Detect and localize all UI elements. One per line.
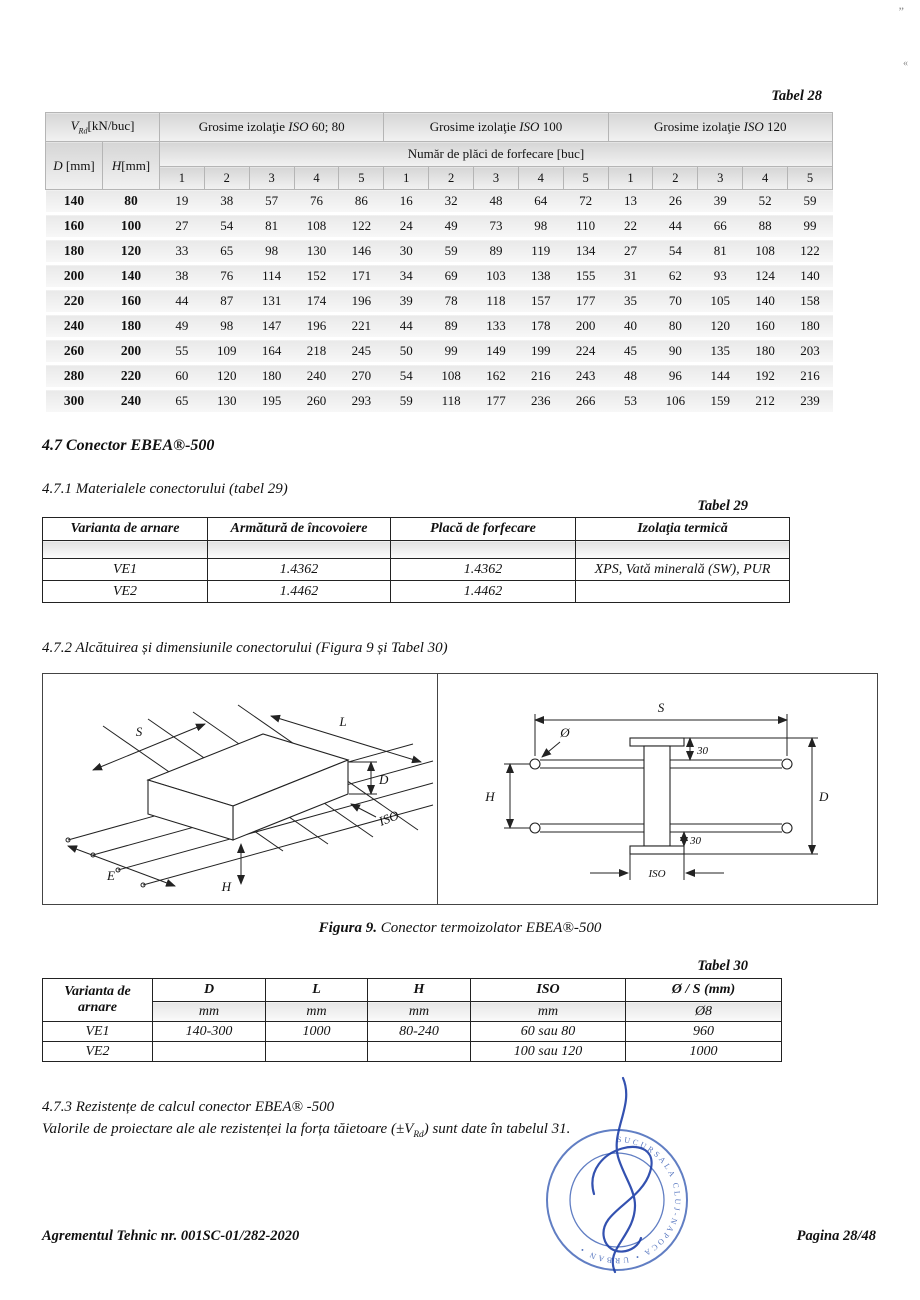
resistance-value-cell: 54 [384, 364, 429, 389]
resistance-value-cell: 52 [743, 190, 788, 214]
dim-label-diameter: Ø [560, 725, 570, 740]
stamp-signature-area [522, 1072, 712, 1290]
resistance-value-cell: 152 [294, 264, 339, 289]
resistance-value-cell: 89 [429, 314, 474, 339]
data-cell: VE2 [43, 581, 208, 603]
resistance-value-cell: 221 [339, 314, 384, 339]
data-cell: XPS, Vată minerală (SW), PUR [576, 559, 790, 581]
data-cell: 1000 [626, 1042, 782, 1062]
resistance-value-cell: 245 [339, 339, 384, 364]
data-cell: 1.4362 [391, 559, 576, 581]
resistance-value-cell: 76 [294, 190, 339, 214]
table-row [46, 190, 833, 214]
resistance-value-cell: 24 [384, 214, 429, 239]
resistance-value-cell: 155 [563, 264, 608, 289]
figure-9-caption [0, 920, 920, 937]
resistance-value-cell: 140 [743, 289, 788, 314]
dim-label-iso: ISO [376, 807, 401, 829]
resistance-value-cell: 146 [339, 239, 384, 264]
data-cell: VE1 [43, 1022, 153, 1042]
figure-9-caption-text: Conector termoizolator EBEA®-500 [377, 920, 602, 936]
table-row [46, 314, 833, 339]
resistance-value-cell: 106 [653, 389, 698, 414]
scan-artifact: ” [898, 4, 904, 18]
column-header: H [368, 979, 471, 1002]
shear-plate [630, 738, 684, 854]
plate-count-header: 1 [384, 167, 429, 190]
data-cell: 960 [626, 1022, 782, 1042]
resistance-value-cell: 240 [294, 364, 339, 389]
resistance-value-cell: 224 [563, 339, 608, 364]
h-value-cell: 220 [103, 364, 160, 389]
resistance-value-cell: 243 [563, 364, 608, 389]
resistance-value-cell: 76 [204, 264, 249, 289]
column-header: ISO [471, 979, 626, 1002]
h-value-cell: 180 [103, 314, 160, 339]
data-cell: 80-240 [368, 1022, 471, 1042]
paragraph-post: ) sunt date în tabelul 31. [423, 1121, 571, 1137]
plate-count-header: 1 [160, 167, 205, 190]
table-row [46, 264, 833, 289]
data-cell: 1.4362 [208, 559, 391, 581]
section-4-7-3-heading: 4.7.3 Rezistențe de calcul conector EBEA® -500 [42, 1099, 335, 1115]
table29-head [43, 518, 790, 541]
header-row-numbers [46, 167, 833, 190]
scan-artifact: « [903, 58, 908, 69]
resistance-value-cell: 164 [249, 339, 294, 364]
data-cell [368, 1042, 471, 1062]
resistance-value-cell: 90 [653, 339, 698, 364]
d-column-header: D [mm] [46, 142, 103, 190]
resistance-value-cell: 177 [474, 389, 519, 414]
signature [592, 1078, 651, 1272]
resistance-value-cell: 108 [294, 214, 339, 239]
resistance-value-cell: 120 [698, 314, 743, 339]
h-value-cell: 240 [103, 389, 160, 414]
table-28-shear-resistance [45, 112, 833, 415]
resistance-value-cell: 69 [429, 264, 474, 289]
table-row [43, 1042, 782, 1062]
table28-head [46, 113, 833, 190]
resistance-value-cell: 98 [249, 239, 294, 264]
dim-label-d: D [379, 772, 389, 787]
resistance-value-cell: 131 [249, 289, 294, 314]
resistance-value-cell: 50 [384, 339, 429, 364]
h-value-cell: 160 [103, 289, 160, 314]
table-row [46, 214, 833, 239]
resistance-value-cell: 65 [204, 239, 249, 264]
resistance-value-cell: 196 [339, 289, 384, 314]
resistance-value-cell: 64 [518, 190, 563, 214]
d-value-cell: 240 [46, 314, 103, 339]
table29-body [43, 541, 790, 603]
plate-count-header: 3 [698, 167, 743, 190]
resistance-value-cell: 86 [339, 190, 384, 214]
resistance-value-cell: 130 [294, 239, 339, 264]
h-value-cell: 140 [103, 264, 160, 289]
resistance-value-cell: 57 [249, 190, 294, 214]
column-header: L [266, 979, 368, 1002]
resistance-value-cell: 13 [608, 190, 653, 214]
table-row [46, 239, 833, 264]
resistance-value-cell: 135 [698, 339, 743, 364]
resistance-value-cell: 80 [653, 314, 698, 339]
h-value-cell: 80 [103, 190, 160, 214]
paragraph-pre: Valorile de proiectare ale ale rezistenței la forța tăietoare (± [42, 1121, 405, 1137]
dim-label-30-bottom: 30 [690, 835, 701, 847]
resistance-value-cell: 218 [294, 339, 339, 364]
resistance-value-cell: 89 [474, 239, 519, 264]
resistance-value-cell: 157 [518, 289, 563, 314]
table30-head [43, 979, 782, 1022]
spacer-cell [576, 541, 790, 559]
insulation-group-header: Grosime izolaţie ISO 120 [608, 113, 832, 142]
resistance-value-cell: 88 [743, 214, 788, 239]
figure-right-panel [438, 674, 877, 904]
vrd-base: V [404, 1121, 414, 1137]
paragraph-4-7-3 [42, 1121, 862, 1140]
d-value-cell: 180 [46, 239, 103, 264]
plate-count-header: 5 [339, 167, 384, 190]
dim-label-s: S [135, 724, 143, 739]
table28-body [46, 190, 833, 414]
data-cell [266, 1042, 368, 1062]
data-cell: 100 sau 120 [471, 1042, 626, 1062]
connector-body [148, 734, 348, 840]
plate-count-header: 4 [743, 167, 788, 190]
resistance-value-cell: 33 [160, 239, 205, 264]
resistance-value-cell: 48 [608, 364, 653, 389]
dim-label-30-top: 30 [697, 745, 708, 757]
plates-subheader: Număr de plăci de forfecare [buc] [160, 142, 833, 167]
resistance-value-cell: 44 [160, 289, 205, 314]
resistance-value-cell: 38 [160, 264, 205, 289]
resistance-value-cell: 203 [788, 339, 833, 364]
isometric-connector-drawing [43, 674, 437, 904]
unit-cell: mm [153, 1002, 266, 1022]
stamp-and-signature-drawing [522, 1072, 712, 1290]
column-header: D [153, 979, 266, 1002]
variant-header: Varianta de arnare [43, 979, 153, 1022]
side-view-connector-drawing [438, 674, 877, 904]
resistance-value-cell: 134 [563, 239, 608, 264]
resistance-value-cell: 180 [249, 364, 294, 389]
resistance-value-cell: 32 [429, 190, 474, 214]
resistance-value-cell: 44 [653, 214, 698, 239]
resistance-value-cell: 174 [294, 289, 339, 314]
resistance-value-cell: 44 [384, 314, 429, 339]
section-4-7-heading: 4.7 Conector EBEA®-500 [42, 437, 215, 454]
resistance-value-cell: 93 [698, 264, 743, 289]
d-value-cell: 280 [46, 364, 103, 389]
header-row [43, 979, 782, 1002]
resistance-value-cell: 216 [788, 364, 833, 389]
resistance-value-cell: 59 [429, 239, 474, 264]
table29-caption: Tabel 29 [697, 498, 748, 514]
table-row [46, 364, 833, 389]
resistance-value-cell: 54 [204, 214, 249, 239]
resistance-value-cell: 19 [160, 190, 205, 214]
resistance-value-cell: 40 [608, 314, 653, 339]
resistance-value-cell: 22 [608, 214, 653, 239]
header-row [43, 518, 790, 541]
resistance-value-cell: 108 [743, 239, 788, 264]
resistance-value-cell: 144 [698, 364, 743, 389]
resistance-value-cell: 99 [429, 339, 474, 364]
resistance-value-cell: 133 [474, 314, 519, 339]
vrd-header: $V_{Rd}[kN/buc]$ [46, 113, 160, 142]
resistance-value-cell: 81 [698, 239, 743, 264]
resistance-value-cell: 96 [653, 364, 698, 389]
insulation-group-header: Grosime izolaţie ISO 60; 80 [160, 113, 384, 142]
d-value-cell: 160 [46, 214, 103, 239]
resistance-value-cell: 99 [788, 214, 833, 239]
plate-count-header: 2 [204, 167, 249, 190]
column-header: Ø / S (mm) [626, 979, 782, 1002]
plate-count-header: 3 [249, 167, 294, 190]
resistance-value-cell: 109 [204, 339, 249, 364]
column-header: Varianta de arnare [43, 518, 208, 541]
unit-cell: mm [368, 1002, 471, 1022]
h-value-cell: 100 [103, 214, 160, 239]
resistance-value-cell: 31 [608, 264, 653, 289]
resistance-value-cell: 27 [160, 214, 205, 239]
resistance-value-cell: 49 [160, 314, 205, 339]
resistance-value-cell: 59 [788, 190, 833, 214]
unit-cell: mm [471, 1002, 626, 1022]
resistance-value-cell: 103 [474, 264, 519, 289]
resistance-value-cell: 81 [249, 214, 294, 239]
data-cell: 1.4462 [391, 581, 576, 603]
section-4-7-2-heading: 4.7.2 Alcătuirea și dimensiunile conectorului (Figura 9 și Tabel 30) [42, 640, 448, 656]
dim-label-d: D [819, 789, 829, 804]
plate-count-header: 2 [653, 167, 698, 190]
resistance-value-cell: 39 [384, 289, 429, 314]
dim-label-s: S [657, 700, 665, 715]
resistance-value-cell: 180 [788, 314, 833, 339]
resistance-value-cell: 72 [563, 190, 608, 214]
plate-count-header: 1 [608, 167, 653, 190]
table-row [46, 389, 833, 414]
h-value-cell: 120 [103, 239, 160, 264]
data-cell: 1000 [266, 1022, 368, 1042]
resistance-value-cell: 178 [518, 314, 563, 339]
resistance-value-cell: 60 [160, 364, 205, 389]
data-cell: 1.4462 [208, 581, 391, 603]
d-value-cell: 260 [46, 339, 103, 364]
resistance-value-cell: 62 [653, 264, 698, 289]
resistance-value-cell: 48 [474, 190, 519, 214]
resistance-value-cell: 160 [743, 314, 788, 339]
resistance-value-cell: 16 [384, 190, 429, 214]
table-row [46, 289, 833, 314]
resistance-value-cell: 171 [339, 264, 384, 289]
resistance-value-cell: 270 [339, 364, 384, 389]
resistance-value-cell: 120 [204, 364, 249, 389]
plate-count-header: 4 [518, 167, 563, 190]
resistance-value-cell: 149 [474, 339, 519, 364]
dim-label-l: L [339, 714, 347, 729]
spacer-cell [208, 541, 391, 559]
d-value-cell: 300 [46, 389, 103, 414]
d-value-cell: 200 [46, 264, 103, 289]
resistance-value-cell: 78 [429, 289, 474, 314]
resistance-value-cell: 27 [608, 239, 653, 264]
resistance-value-cell: 118 [429, 389, 474, 414]
resistance-value-cell: 239 [788, 389, 833, 414]
resistance-value-cell: 180 [743, 339, 788, 364]
resistance-value-cell: 54 [653, 239, 698, 264]
header-row-groups [46, 113, 833, 142]
table30-body [43, 1022, 782, 1062]
h-value-cell: 200 [103, 339, 160, 364]
resistance-value-cell: 159 [698, 389, 743, 414]
dim-label-e: E [107, 868, 115, 883]
units-row [43, 1002, 782, 1022]
resistance-value-cell: 45 [608, 339, 653, 364]
header-row-sub [46, 142, 833, 167]
resistance-value-cell: 118 [474, 289, 519, 314]
d-value-cell: 220 [46, 289, 103, 314]
resistance-value-cell: 98 [204, 314, 249, 339]
table-30-dimensions [42, 978, 782, 1062]
resistance-value-cell: 212 [743, 389, 788, 414]
resistance-value-cell: 158 [788, 289, 833, 314]
resistance-value-cell: 200 [563, 314, 608, 339]
resistance-value-cell: 38 [204, 190, 249, 214]
resistance-value-cell: 110 [563, 214, 608, 239]
resistance-value-cell: 140 [788, 264, 833, 289]
resistance-value-cell: 73 [474, 214, 519, 239]
vrd-symbol [404, 1121, 424, 1140]
resistance-value-cell: 199 [518, 339, 563, 364]
resistance-value-cell: 53 [608, 389, 653, 414]
d-value-cell: 140 [46, 190, 103, 214]
resistance-value-cell: 260 [294, 389, 339, 414]
resistance-value-cell: 39 [698, 190, 743, 214]
column-header: Placă de forfecare [391, 518, 576, 541]
data-cell: VE1 [43, 559, 208, 581]
plate-count-header: 5 [788, 167, 833, 190]
resistance-value-cell: 70 [653, 289, 698, 314]
resistance-value-cell: 87 [204, 289, 249, 314]
resistance-value-cell: 114 [249, 264, 294, 289]
resistance-value-cell: 122 [788, 239, 833, 264]
spacer-cell [43, 541, 208, 559]
stamp-ring-text: SUCURSALA CLUJ-NAPOCA • URBAN • [576, 1134, 683, 1266]
resistance-value-cell: 216 [518, 364, 563, 389]
h-column-header: H[mm] [103, 142, 160, 190]
column-header: Izolaţia termică [576, 518, 790, 541]
plate-count-header: 4 [294, 167, 339, 190]
plate-count-header: 5 [563, 167, 608, 190]
resistance-value-cell: 30 [384, 239, 429, 264]
dim-label-h: H [221, 879, 231, 894]
plate-count-header: 3 [474, 167, 519, 190]
resistance-value-cell: 65 [160, 389, 205, 414]
figure-9-box [42, 673, 878, 905]
resistance-value-cell: 26 [653, 190, 698, 214]
resistance-value-cell: 119 [518, 239, 563, 264]
plate-count-header: 2 [429, 167, 474, 190]
data-cell: 140-300 [153, 1022, 266, 1042]
data-cell [153, 1042, 266, 1062]
figure-left-panel [43, 674, 438, 904]
resistance-value-cell: 124 [743, 264, 788, 289]
data-cell [576, 581, 790, 603]
section-4-7-1-heading: 4.7.1 Materialele conectorului (tabel 29) [42, 481, 288, 497]
resistance-value-cell: 34 [384, 264, 429, 289]
vrd-subscript: Rd [413, 1130, 424, 1140]
figure-9-caption-number: Figura 9. [318, 920, 378, 936]
data-cell: 60 sau 80 [471, 1022, 626, 1042]
resistance-value-cell: 138 [518, 264, 563, 289]
spacer-row [43, 541, 790, 559]
resistance-value-cell: 192 [743, 364, 788, 389]
table30-caption: Tabel 30 [697, 958, 748, 974]
data-cell: VE2 [43, 1042, 153, 1062]
insulation-group-header: Grosime izolaţie ISO 100 [384, 113, 608, 142]
resistance-value-cell: 196 [294, 314, 339, 339]
dim-label-iso: ISO [648, 868, 666, 880]
resistance-value-cell: 55 [160, 339, 205, 364]
resistance-value-cell: 66 [698, 214, 743, 239]
unit-cell: Ø8 [626, 1002, 782, 1022]
table-row [46, 339, 833, 364]
spacer-cell [391, 541, 576, 559]
resistance-value-cell: 147 [249, 314, 294, 339]
resistance-value-cell: 98 [518, 214, 563, 239]
unit-cell: mm [266, 1002, 368, 1022]
resistance-value-cell: 177 [563, 289, 608, 314]
resistance-value-cell: 59 [384, 389, 429, 414]
resistance-value-cell: 236 [518, 389, 563, 414]
resistance-value-cell: 122 [339, 214, 384, 239]
resistance-value-cell: 293 [339, 389, 384, 414]
resistance-value-cell: 108 [429, 364, 474, 389]
resistance-value-cell: 130 [204, 389, 249, 414]
table-row [43, 559, 790, 581]
column-header: Armătură de încovoiere [208, 518, 391, 541]
resistance-value-cell: 195 [249, 389, 294, 414]
resistance-value-cell: 105 [698, 289, 743, 314]
table28-caption: Tabel 28 [771, 88, 822, 104]
footer-page-number: Pagina 28/48 [796, 1228, 876, 1244]
table-29-materials [42, 517, 790, 603]
resistance-value-cell: 162 [474, 364, 519, 389]
table-row [43, 1022, 782, 1042]
resistance-value-cell: 266 [563, 389, 608, 414]
dim-label-h: H [485, 789, 495, 804]
resistance-value-cell: 49 [429, 214, 474, 239]
resistance-value-cell: 35 [608, 289, 653, 314]
footer-document-number: Agrementul Tehnic nr. 001SC-01/282-2020 [42, 1228, 300, 1244]
table-row [43, 581, 790, 603]
